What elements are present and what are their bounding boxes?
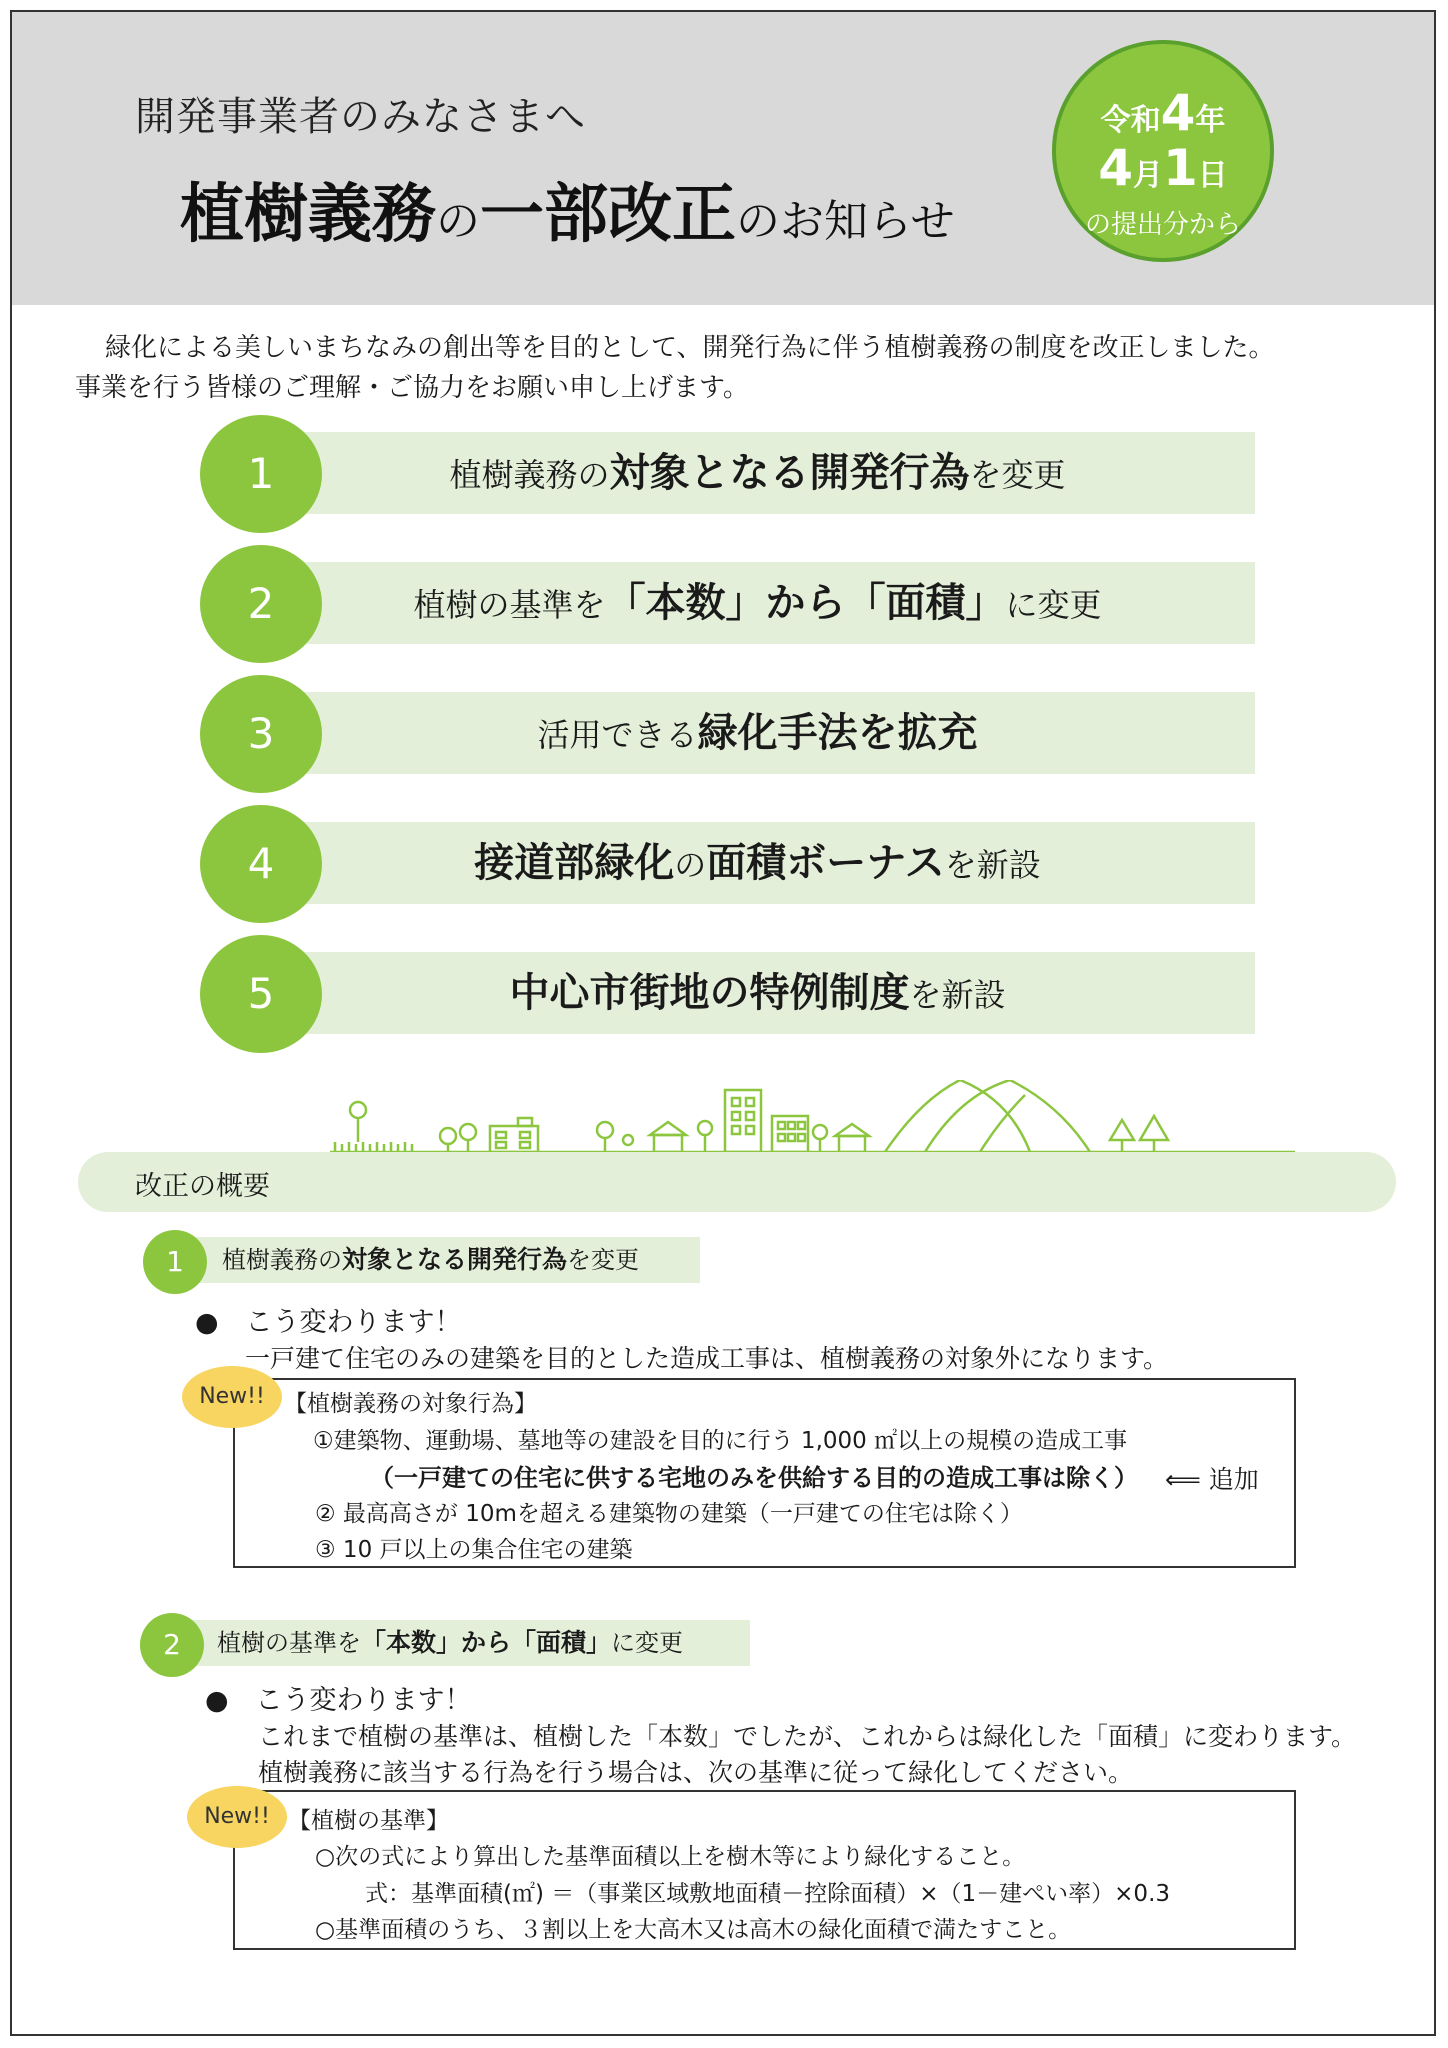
house-icon	[835, 1124, 869, 1136]
day-label: 日	[1197, 158, 1228, 193]
item-number-4: 4	[200, 805, 322, 923]
box-1-line-1: ①建築物、運動場、墓地等の建設を目的に行う 1,000 ㎡以上の規模の造成工事	[313, 1428, 1128, 1454]
item-4-bold2: 面積ボーナス	[706, 840, 945, 886]
box-2-line-1: ○次の式により算出した基準面積以上を樹木等により緑化すること。	[315, 1844, 1026, 1870]
item-number-2: 2	[200, 545, 322, 663]
overview-2-number: 2	[140, 1613, 204, 1677]
overview-1-text: 一戸建て住宅のみの建築を目的とした造成工事は、植樹義務の対象外になります。	[245, 1344, 1169, 1373]
item-2-pre: 植樹の基準を	[413, 586, 606, 624]
overview-1-number: 1	[143, 1230, 207, 1294]
tree-icon	[597, 1122, 613, 1138]
new-badge: New!!	[187, 1786, 287, 1848]
date-line-year	[1056, 84, 1270, 142]
item-1-bold: 対象となる開発行為	[609, 450, 970, 496]
item-text-1	[300, 432, 1215, 516]
title-part-b: の	[436, 196, 480, 247]
tall-building-icon	[725, 1090, 761, 1152]
box-2-formula: 式：基準面積(㎡) ＝（事業区域敷地面積－控除面積）×（1－建ぺい率）×0.3	[365, 1881, 1171, 1907]
grass-icon	[335, 1142, 412, 1152]
item-5-bold: 中心市街地の特例制度	[509, 970, 910, 1016]
item-text-2	[300, 562, 1215, 646]
item-number-1: 1	[200, 415, 322, 533]
effective-date-badge	[1052, 40, 1274, 262]
conifer-tree-icon	[1110, 1120, 1134, 1152]
item-5-post: を新設	[909, 976, 1006, 1014]
ov1-bold: 対象となる開発行為	[342, 1245, 568, 1274]
intro-paragraph-1: 緑化による美しいまちなみの創出等を目的として、開発行為に伴う植樹義務の制度を改正しました。	[105, 333, 1275, 363]
box-2-line-3: ○基準面積のうち、３割以上を大高木又は高木の緑化面積で満たすこと。	[315, 1917, 1072, 1943]
date-line-monthday	[1056, 139, 1270, 197]
box-1-line-4: ③ 10 戸以上の集合住宅の建築	[315, 1537, 633, 1563]
title-part-a: 植樹義務	[180, 178, 436, 252]
item-text-4	[300, 822, 1215, 906]
box-2-title: 【植樹の基準】	[288, 1808, 449, 1834]
overview-band	[78, 1152, 1396, 1212]
overview-1-title	[222, 1237, 639, 1283]
intro-text	[75, 328, 1395, 408]
month-label: 月	[1133, 158, 1163, 193]
tree-icon	[698, 1121, 712, 1135]
page-title	[180, 163, 955, 255]
item-1-post: を変更	[969, 456, 1066, 494]
box-1-line-2: （一戸建ての住宅に供する宅地のみを供給する目的の造成工事は除く）	[370, 1464, 1138, 1492]
overview-2-text-2: 植樹義務に該当する行為を行う場合は、次の基準に従って緑化してください。	[258, 1758, 1134, 1787]
ov1-pre: 植樹義務の	[222, 1246, 342, 1274]
ov2-bold: 「本数」から「面積」	[361, 1628, 612, 1657]
flower-icon	[350, 1102, 366, 1118]
date-line-note: の提出分から	[1084, 210, 1241, 240]
era-label: 令和	[1100, 103, 1161, 138]
year-label: 年	[1195, 103, 1226, 138]
title-part-c: 一部改正	[480, 178, 736, 252]
item-4-post: を新設	[944, 846, 1041, 884]
item-1-pre: 植樹義務の	[449, 456, 610, 494]
tree-icon	[813, 1125, 827, 1139]
title-part-d: のお知らせ	[736, 196, 955, 247]
ov1-post: を変更	[567, 1246, 640, 1274]
item-3-bold: 緑化手法を拡充	[697, 710, 978, 756]
tree-icon	[460, 1124, 476, 1140]
tree-icon	[440, 1128, 456, 1144]
ov2-post: に変更	[611, 1629, 684, 1657]
item-text-5	[300, 952, 1215, 1036]
town-skyline-illustration	[320, 1080, 1300, 1162]
item-4-mid: の	[674, 846, 707, 884]
month-number: 4	[1098, 139, 1133, 197]
box-1-title: 【植樹義務の対象行為】	[284, 1391, 537, 1417]
item-3-pre: 活用できる	[537, 716, 698, 754]
house-icon	[650, 1122, 686, 1135]
overview-heading: 改正の概要	[135, 1171, 270, 1202]
overview-1-bullet: ● こう変わります！	[195, 1307, 462, 1338]
new-badge: New!!	[182, 1366, 282, 1428]
item-4-bold: 接道部緑化	[474, 840, 675, 886]
item-number-5: 5	[200, 935, 322, 1053]
intro-paragraph-2: 事業を行う皆様のご理解・ご協力をお願い申し上げます。	[75, 373, 749, 403]
overview-2-bullet: ● こう変わります！	[205, 1685, 472, 1716]
item-text-3	[300, 692, 1215, 776]
box-1-line-3: ② 最高高さが 10mを超える建築物の建築（一戸建ての住宅は除く）	[315, 1501, 1023, 1527]
day-number: 1	[1163, 139, 1198, 197]
overview-2-title	[217, 1620, 683, 1666]
conifer-tree-icon	[1140, 1116, 1168, 1152]
year-number: 4	[1160, 84, 1196, 142]
item-number-3: 3	[200, 675, 322, 793]
item-2-bold: 「本数」から「面積」	[605, 580, 1006, 626]
ov2-pre: 植樹の基準を	[217, 1629, 361, 1657]
subtitle: 開発事業者のみなさまへ	[135, 94, 586, 140]
box-1-added-note: ⟸ 追加	[1165, 1465, 1259, 1494]
overview-2-text-1: これまで植樹の基準は、植樹した「本数」でしたが、これからは緑化した「面積」に変わります。	[258, 1722, 1357, 1751]
mountain-icon	[885, 1080, 1030, 1152]
shrub-icon	[623, 1135, 633, 1145]
item-2-post: に変更	[1005, 586, 1102, 624]
